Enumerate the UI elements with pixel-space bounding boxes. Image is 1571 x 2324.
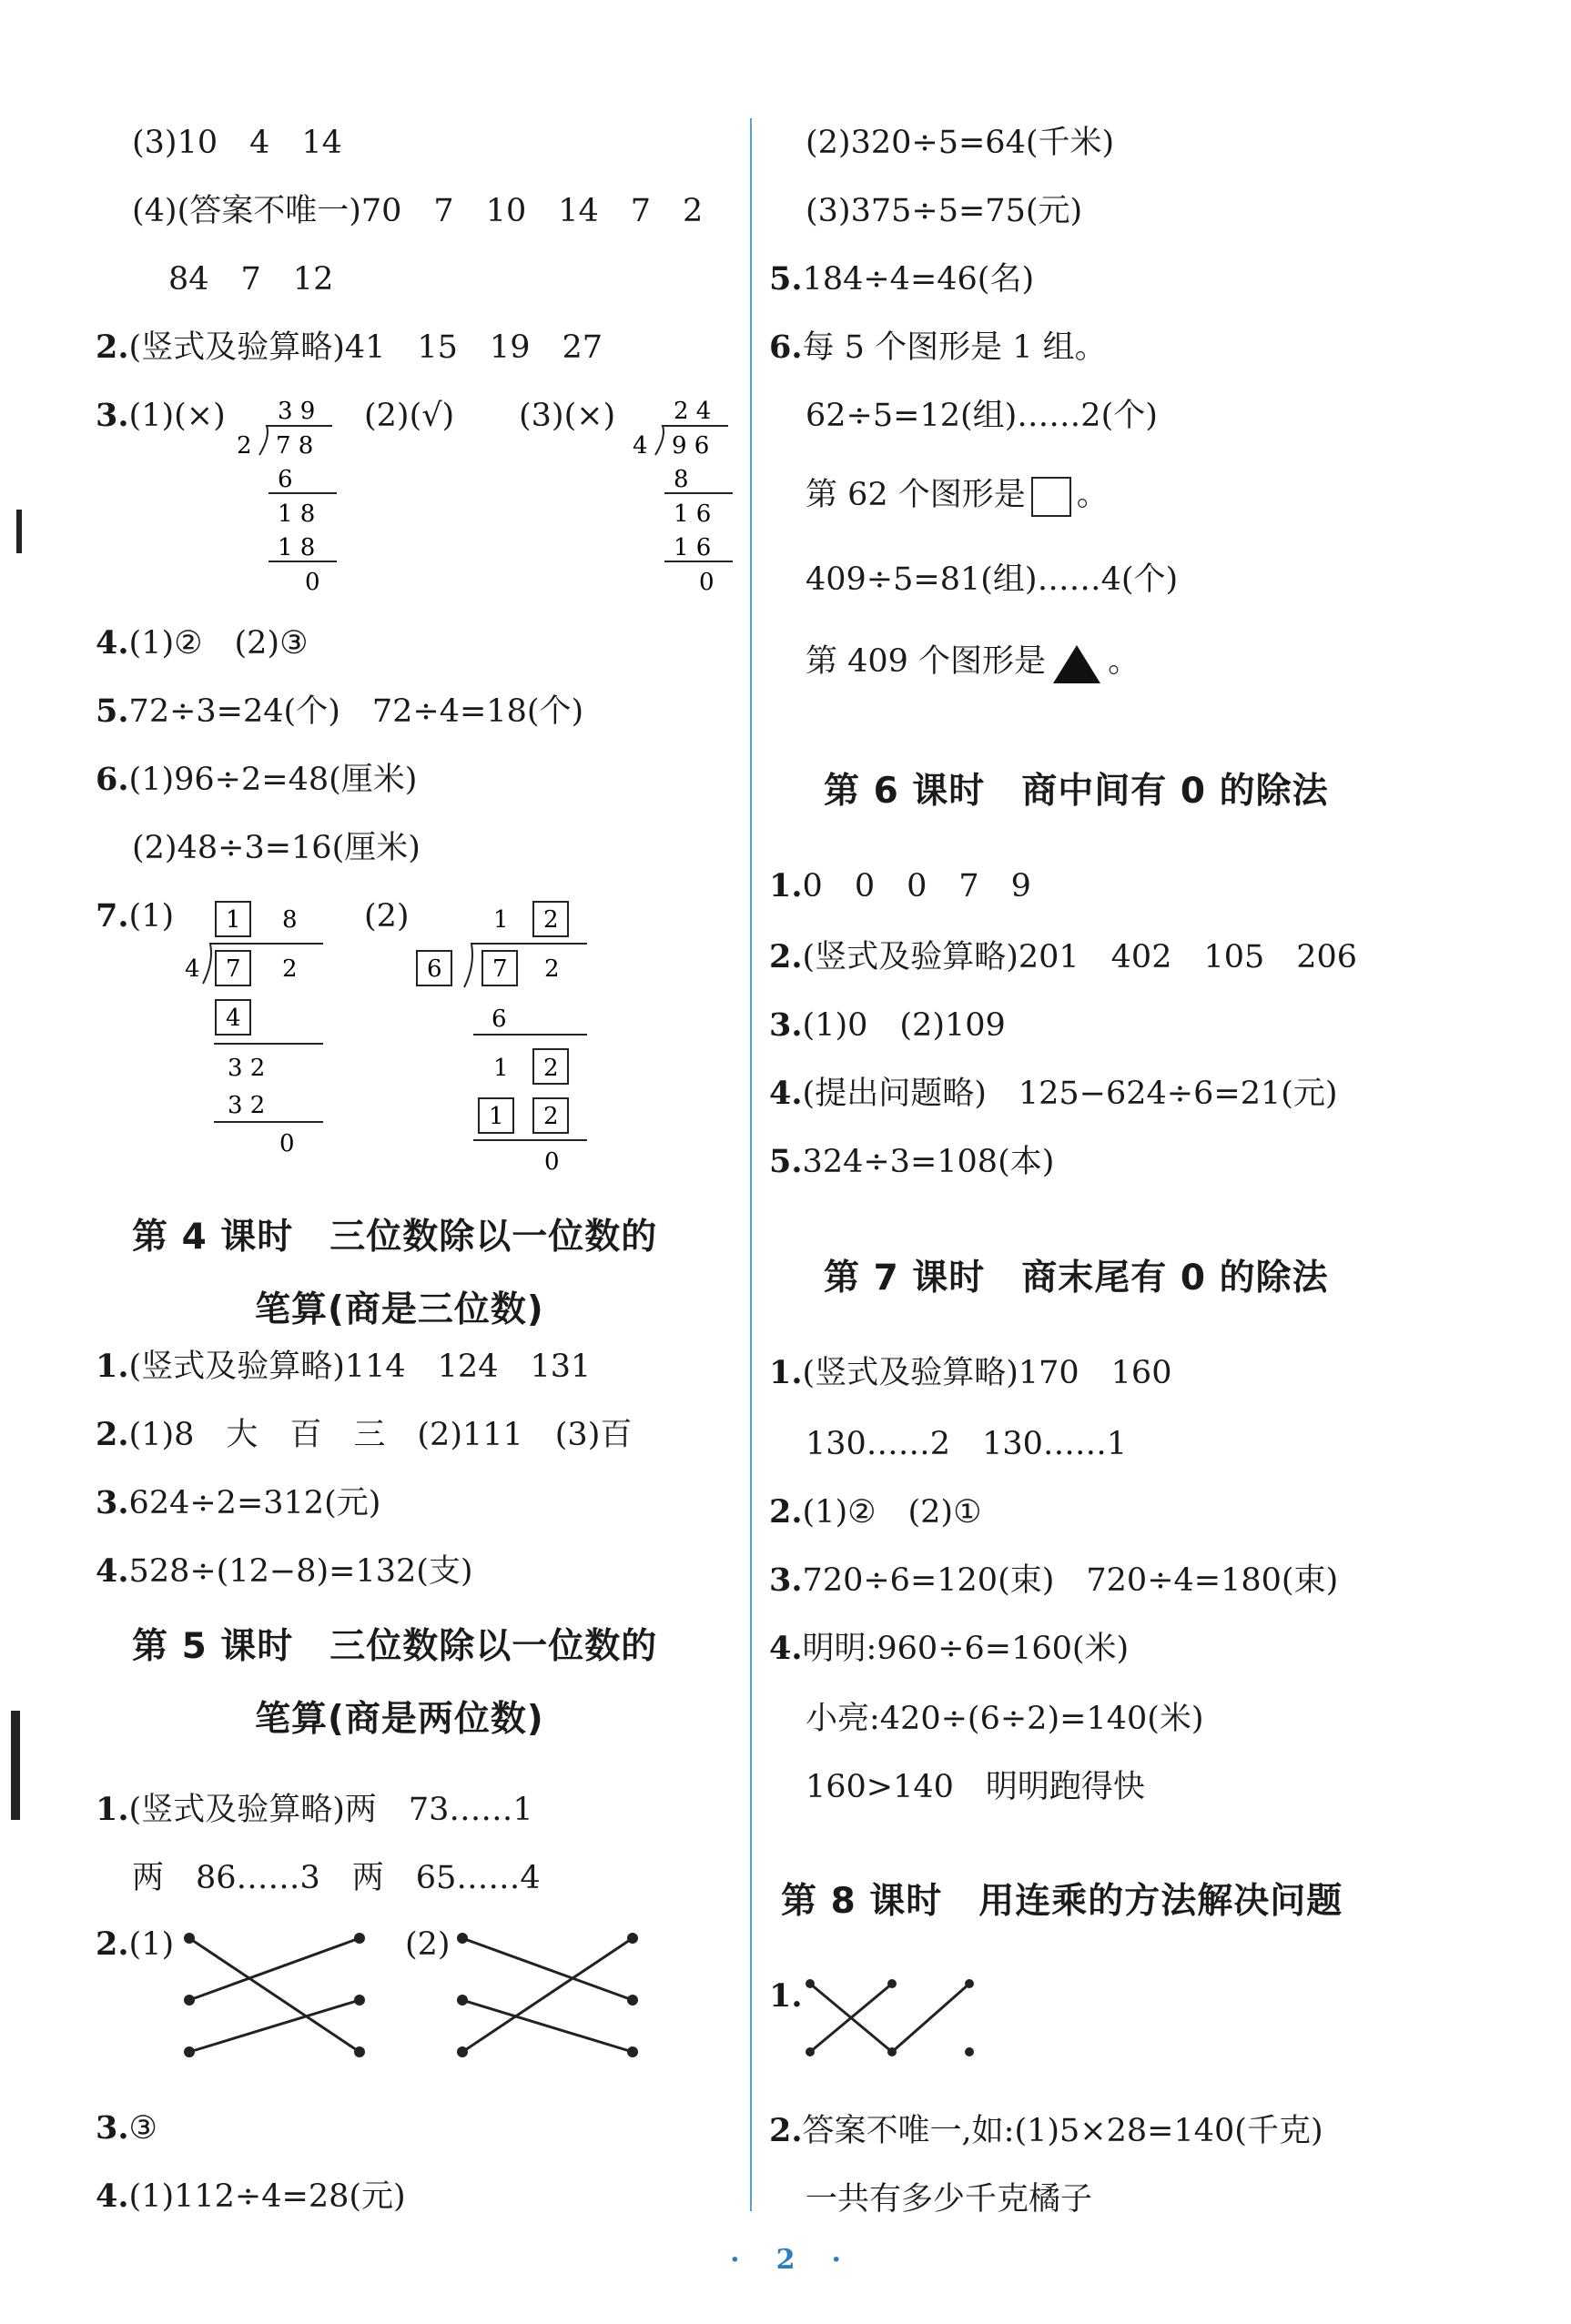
page-number <box>0 2244 1571 2276</box>
dividend-digit: 7 <box>226 955 241 983</box>
section-heading: 第 7 课时 商末尾有 0 的除法 <box>824 1258 1329 1298</box>
question-number: 2. <box>769 1493 803 1531</box>
divisor: 4 <box>633 432 648 460</box>
question-number: 6. <box>769 328 803 366</box>
section-heading: 第 4 课时 三位数除以一位数的 <box>132 1217 658 1258</box>
answer-line <box>96 394 226 438</box>
question-number: 6. <box>96 761 129 798</box>
answer-text: (1) <box>128 898 175 935</box>
step: 6 <box>278 466 293 493</box>
divisor: 6 <box>427 955 442 983</box>
answer-line <box>96 1481 380 1525</box>
answer-text: (竖式及验算略)两 73……1 <box>128 1792 533 1828</box>
answer-text: (提出问题略) 125−624÷6=21(元) <box>802 1076 1338 1112</box>
dividend-digit: 7 <box>492 955 508 983</box>
answer-line <box>806 640 1140 685</box>
answer-line <box>96 1345 591 1389</box>
question-number: 4. <box>96 1552 129 1590</box>
page-number-text: 2 <box>775 2244 796 2276</box>
question-number: 1. <box>769 1354 803 1391</box>
answer-line <box>769 864 1031 908</box>
answer-line <box>96 2175 406 2218</box>
quotient: 3 9 <box>278 398 316 425</box>
answer-line <box>96 894 174 938</box>
question-number: 3. <box>769 1561 803 1599</box>
answer-line <box>96 2107 157 2150</box>
step: 8 <box>674 466 689 493</box>
quotient: 2 4 <box>674 398 712 425</box>
step: 1 8 <box>278 534 316 561</box>
step: 1 6 <box>674 534 712 561</box>
square-shape-icon <box>1031 477 1071 517</box>
question-number: 4. <box>96 2177 129 2215</box>
answer-line <box>96 1923 174 1966</box>
question-number: 1. <box>769 1977 803 2015</box>
step: 1 6 <box>674 500 712 528</box>
answer-text: 624÷2=312(元) <box>128 1485 381 1521</box>
answer-text: (3)(×) <box>519 398 616 434</box>
answer-text: (2) <box>364 898 410 935</box>
answer-line <box>769 1140 1054 1184</box>
quotient-digit: 8 <box>282 906 298 934</box>
remainder: 0 <box>699 569 715 596</box>
answer-text: (2) <box>405 1926 451 1963</box>
answer-line: (3)10 4 14 <box>132 125 342 161</box>
question-number: 2. <box>769 938 803 975</box>
question-number: 2. <box>96 328 129 366</box>
quotient-digit: 1 <box>493 906 509 934</box>
section-heading: 第 6 课时 商中间有 0 的除法 <box>824 771 1329 812</box>
divisor: 4 <box>185 955 200 983</box>
long-division-boxed <box>177 896 332 1169</box>
answer-line <box>96 758 417 802</box>
question-number: 2. <box>96 1416 129 1453</box>
answer-text: (1)② (2)① <box>802 1494 982 1531</box>
question-number: 3. <box>96 1484 129 1521</box>
answer-line <box>96 1413 632 1457</box>
answer-text: ③ <box>128 2110 157 2147</box>
answer-text: (1)96÷2=48(厘米) <box>128 762 418 798</box>
section-heading: 笔算(商是两位数) <box>255 1699 544 1740</box>
remainder: 0 <box>279 1130 295 1157</box>
answer-line <box>96 1550 473 1593</box>
answer-text: (2)(√) <box>364 398 455 434</box>
answer-text: (1)112÷4=28(元) <box>128 2178 406 2215</box>
answer-line <box>769 2109 1323 2153</box>
answer-text: (竖式及验算略)41 15 19 27 <box>128 329 603 366</box>
answer-line <box>96 1788 533 1832</box>
answer-line <box>769 1559 1338 1602</box>
question-number: 5. <box>96 692 129 730</box>
triangle-shape-icon <box>1051 642 1102 685</box>
answer-text: 明明:960÷6=160(米) <box>802 1631 1130 1667</box>
matching-lines <box>446 1920 655 2084</box>
section-heading: 笔算(商是三位数) <box>255 1289 544 1330</box>
page-dot: · <box>831 2244 841 2276</box>
answer-text: (1)0 (2)109 <box>802 1007 1006 1044</box>
question-number: 3. <box>96 397 129 434</box>
step: 3 2 <box>228 1055 266 1082</box>
answer-line <box>769 258 1034 301</box>
question-number: 4. <box>769 1630 803 1667</box>
remainder: 0 <box>305 569 320 596</box>
column-divider <box>750 118 752 2211</box>
answer-line <box>96 621 308 665</box>
answer-text: 528÷(12−8)=132(支) <box>128 1553 473 1590</box>
answer-line <box>769 935 1357 979</box>
question-number: 7. <box>96 897 129 935</box>
section-heading: 第 5 课时 三位数除以一位数的 <box>132 1626 658 1667</box>
answer-line: 两 86……3 两 65……4 <box>132 1860 541 1896</box>
answer-text: 72÷3=24(个) 72÷4=18(个) <box>128 693 584 730</box>
answer-text: (1)8 大 百 三 (2)111 (3)百 <box>128 1417 633 1453</box>
step-digit: 1 <box>489 1103 504 1130</box>
answer-line: (2)48÷3=16(厘米) <box>132 830 421 866</box>
answer-line: 一共有多少千克橘子 <box>806 2181 1093 2218</box>
answer-text: (竖式及验算略)114 124 131 <box>128 1349 592 1385</box>
answer-text: (1)(×) <box>128 398 226 434</box>
answer-line <box>769 1351 1171 1395</box>
question-number: 2. <box>769 2112 803 2149</box>
step-digit: 4 <box>226 1005 241 1032</box>
answer-text: 324÷3=108(本) <box>802 1144 1055 1180</box>
dividend-digit: 2 <box>544 955 560 983</box>
matching-lines <box>801 1965 983 2070</box>
divisor: 2 <box>237 432 252 460</box>
answer-text: (1)② (2)③ <box>128 625 309 662</box>
answer-line: (3)375÷5=75(元) <box>806 193 1083 229</box>
answer-line: 409÷5=81(组)……4(个) <box>806 561 1179 598</box>
answer-line <box>769 1975 803 2018</box>
dividend: 7 8 <box>276 432 314 460</box>
answer-line: (4)(答案不唯一)70 7 10 14 7 2 <box>132 193 704 229</box>
question-number: 5. <box>769 1143 803 1180</box>
answer-text: 第 62 个图形是 <box>806 477 1026 513</box>
answer-text: 184÷4=46(名) <box>802 261 1035 298</box>
step: 1 8 <box>278 500 316 528</box>
answer-line: 小亮:420÷(6÷2)=140(米) <box>806 1701 1204 1737</box>
step: 3 2 <box>228 1092 266 1119</box>
dividend: 9 6 <box>672 432 710 460</box>
answer-line <box>769 1072 1338 1116</box>
answer-text: 答案不唯一,如:(1)5×28=140(千克) <box>802 2113 1323 2149</box>
scan-mark <box>16 510 22 553</box>
answer-text: 第 409 个图形是 <box>806 643 1047 680</box>
page-dot: · <box>730 2244 740 2276</box>
answer-line <box>769 1490 981 1534</box>
answer-line <box>806 473 1109 517</box>
section-heading: 第 8 课时 用连乘的方法解决问题 <box>781 1881 1343 1922</box>
answer-text: 每 5 个图形是 1 组。 <box>802 329 1107 366</box>
step-digit: 2 <box>543 1103 559 1130</box>
question-number: 4. <box>769 1075 803 1112</box>
step-digit: 1 <box>493 1055 509 1082</box>
long-division-boxed <box>410 896 592 1178</box>
answer-line: (2)320÷5=64(千米) <box>806 125 1115 161</box>
remainder: 0 <box>544 1148 560 1176</box>
answer-line <box>769 326 1107 369</box>
question-number: 1. <box>769 867 803 904</box>
question-number: 4. <box>96 624 129 662</box>
step-digit: 2 <box>543 1055 559 1082</box>
answer-line <box>769 1004 1006 1047</box>
scan-mark <box>11 1711 20 1820</box>
quotient-digit: 1 <box>226 906 241 934</box>
answer-text: (竖式及验算略)170 160 <box>802 1355 1172 1391</box>
quotient-digit: 2 <box>543 906 559 934</box>
answer-line <box>96 690 583 733</box>
question-number: 5. <box>769 260 803 298</box>
answer-text: 。 <box>1108 643 1140 680</box>
question-number: 2. <box>96 1925 129 1963</box>
answer-text: (竖式及验算略)201 402 105 206 <box>802 939 1358 975</box>
question-number: 3. <box>769 1006 803 1044</box>
question-number: 3. <box>96 2109 129 2147</box>
answer-line <box>769 1627 1129 1671</box>
answer-line <box>96 326 603 369</box>
step: 6 <box>492 1005 507 1033</box>
answer-line: 130……2 130……1 <box>806 1426 1128 1462</box>
dividend-digit: 2 <box>282 955 298 983</box>
answer-line: 160>140 明明跑得快 <box>806 1769 1145 1805</box>
answer-line: 84 7 12 <box>168 261 334 298</box>
answer-line: 62÷5=12(组)……2(个) <box>806 398 1158 434</box>
question-number: 1. <box>96 1348 129 1385</box>
long-division <box>232 391 350 601</box>
answer-text: 720÷6=120(束) 720÷4=180(束) <box>802 1562 1339 1599</box>
answer-text: (1) <box>128 1926 175 1963</box>
answer-text: 。 <box>1076 477 1109 513</box>
long-division <box>628 391 746 601</box>
answer-text: 0 0 0 7 9 <box>802 868 1031 904</box>
question-number: 1. <box>96 1791 129 1828</box>
matching-lines <box>173 1920 382 2084</box>
